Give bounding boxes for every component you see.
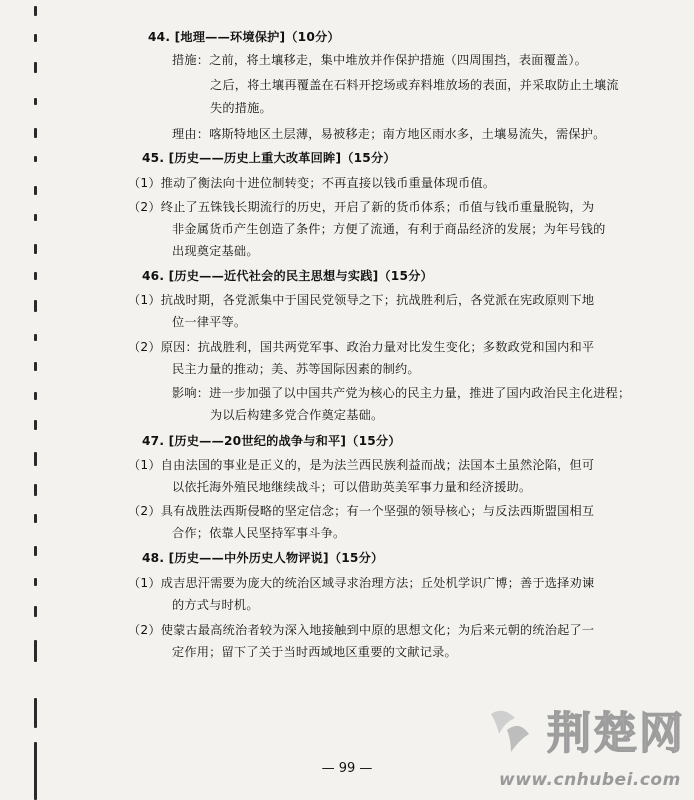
q46-part1-line-1: （1）抗战时期，各党派集中于国民党领导之下；抗战胜利后，各党派在宪政原则下地	[128, 293, 595, 307]
q45-header: 45. [历史——历史上重大改革回眸]（15分）	[142, 151, 396, 165]
site-watermark	[485, 700, 690, 795]
q48-part2-line-2: 定作用；留下了关于当时西域地区重要的文献记录。	[172, 645, 457, 659]
q45-part2-line-1: （2）终止了五铢钱长期流行的历史，开启了新的货币体系；币值与钱币重量脱钩，为	[128, 200, 595, 214]
q46-impact-line-2: 为以后构建多党合作奠定基础。	[210, 408, 384, 422]
binding-margin	[28, 0, 44, 800]
watermark-logo-text: 荆楚网	[547, 708, 685, 759]
q46-part1-line-2: 位一律平等。	[172, 315, 247, 329]
q44-measure-line-1: 措施：之前，将土壤移走，集中堆放并作保护措施（四周围挡，表面覆盖）。	[172, 53, 588, 67]
q48-part1-line-1: （1）成吉思汗需要为庞大的统治区域寻求治理方法；丘处机学识广博；善于选择劝谏	[128, 576, 595, 590]
q47-part1-line-2: 以依托海外殖民地继续战斗；可以借助英美军事力量和经济援助。	[172, 480, 532, 494]
q46-impact-line-1: 影响：进一步加强了以中国共产党为核心的民主力量，推进了国内政治民主化进程；	[172, 386, 631, 400]
q44-reason-line: 理由：喀斯特地区土层薄，易被移走；南方地区雨水多，土壤易流失，需保护。	[172, 127, 606, 141]
q48-part2-line-1: （2）使蒙古最高统治者较为深入地接触到中原的思想文化；为后来元朝的统治起了一	[128, 623, 595, 637]
q47-header: 47. [历史——20世纪的战争与和平]（15分）	[142, 434, 401, 448]
q47-part2-line-1: （2）具有战胜法西斯侵略的坚定信念；有一个坚强的领导核心；与反法西斯盟国相互	[128, 504, 595, 518]
watermark-url: www.cnhubei.com	[499, 770, 681, 790]
q44-measure-line-2: 之后，将土壤再覆盖在石料开挖场或弃料堆放场的表面，并采取防止土壤流	[210, 78, 619, 92]
cnhubei-logo	[485, 700, 690, 762]
page-number: — 99 —	[321, 761, 373, 776]
q45-part1-line-1: （1）推动了衡法向十进位制转变；不再直接以钱币重量体现币值。	[128, 176, 496, 190]
q48-part1-line-2: 的方式与时机。	[172, 598, 259, 612]
q45-part2-line-3: 出现奠定基础。	[172, 244, 259, 258]
q48-header: 48. [历史——中外历史人物评说]（15分）	[142, 551, 384, 565]
q47-part2-line-2: 合作；依靠人民坚持军事斗争。	[172, 526, 346, 540]
q46-part2-line-1: （2）原因：抗战胜利，国共两党军事、政治力量对比发生变化；多数政党和国内和平	[128, 340, 595, 354]
q47-part1-line-1: （1）自由法国的事业是正义的，是为法兰西民族利益而战；法国本土虽然沦陷，但可	[128, 458, 595, 472]
q46-header: 46. [历史——近代社会的民主思想与实践]（15分）	[142, 269, 433, 283]
q46-part2-line-2: 民主力量的推动；美、苏等国际因素的制约。	[172, 362, 420, 376]
q44-header: 44. [地理——环境保护]（10分）	[148, 30, 340, 44]
q45-part2-line-2: 非金属货币产生创造了条件；方便了流通，有利于商品经济的发展；为年号钱的	[172, 222, 606, 236]
q44-measure-line-3: 失的措施。	[210, 101, 272, 115]
